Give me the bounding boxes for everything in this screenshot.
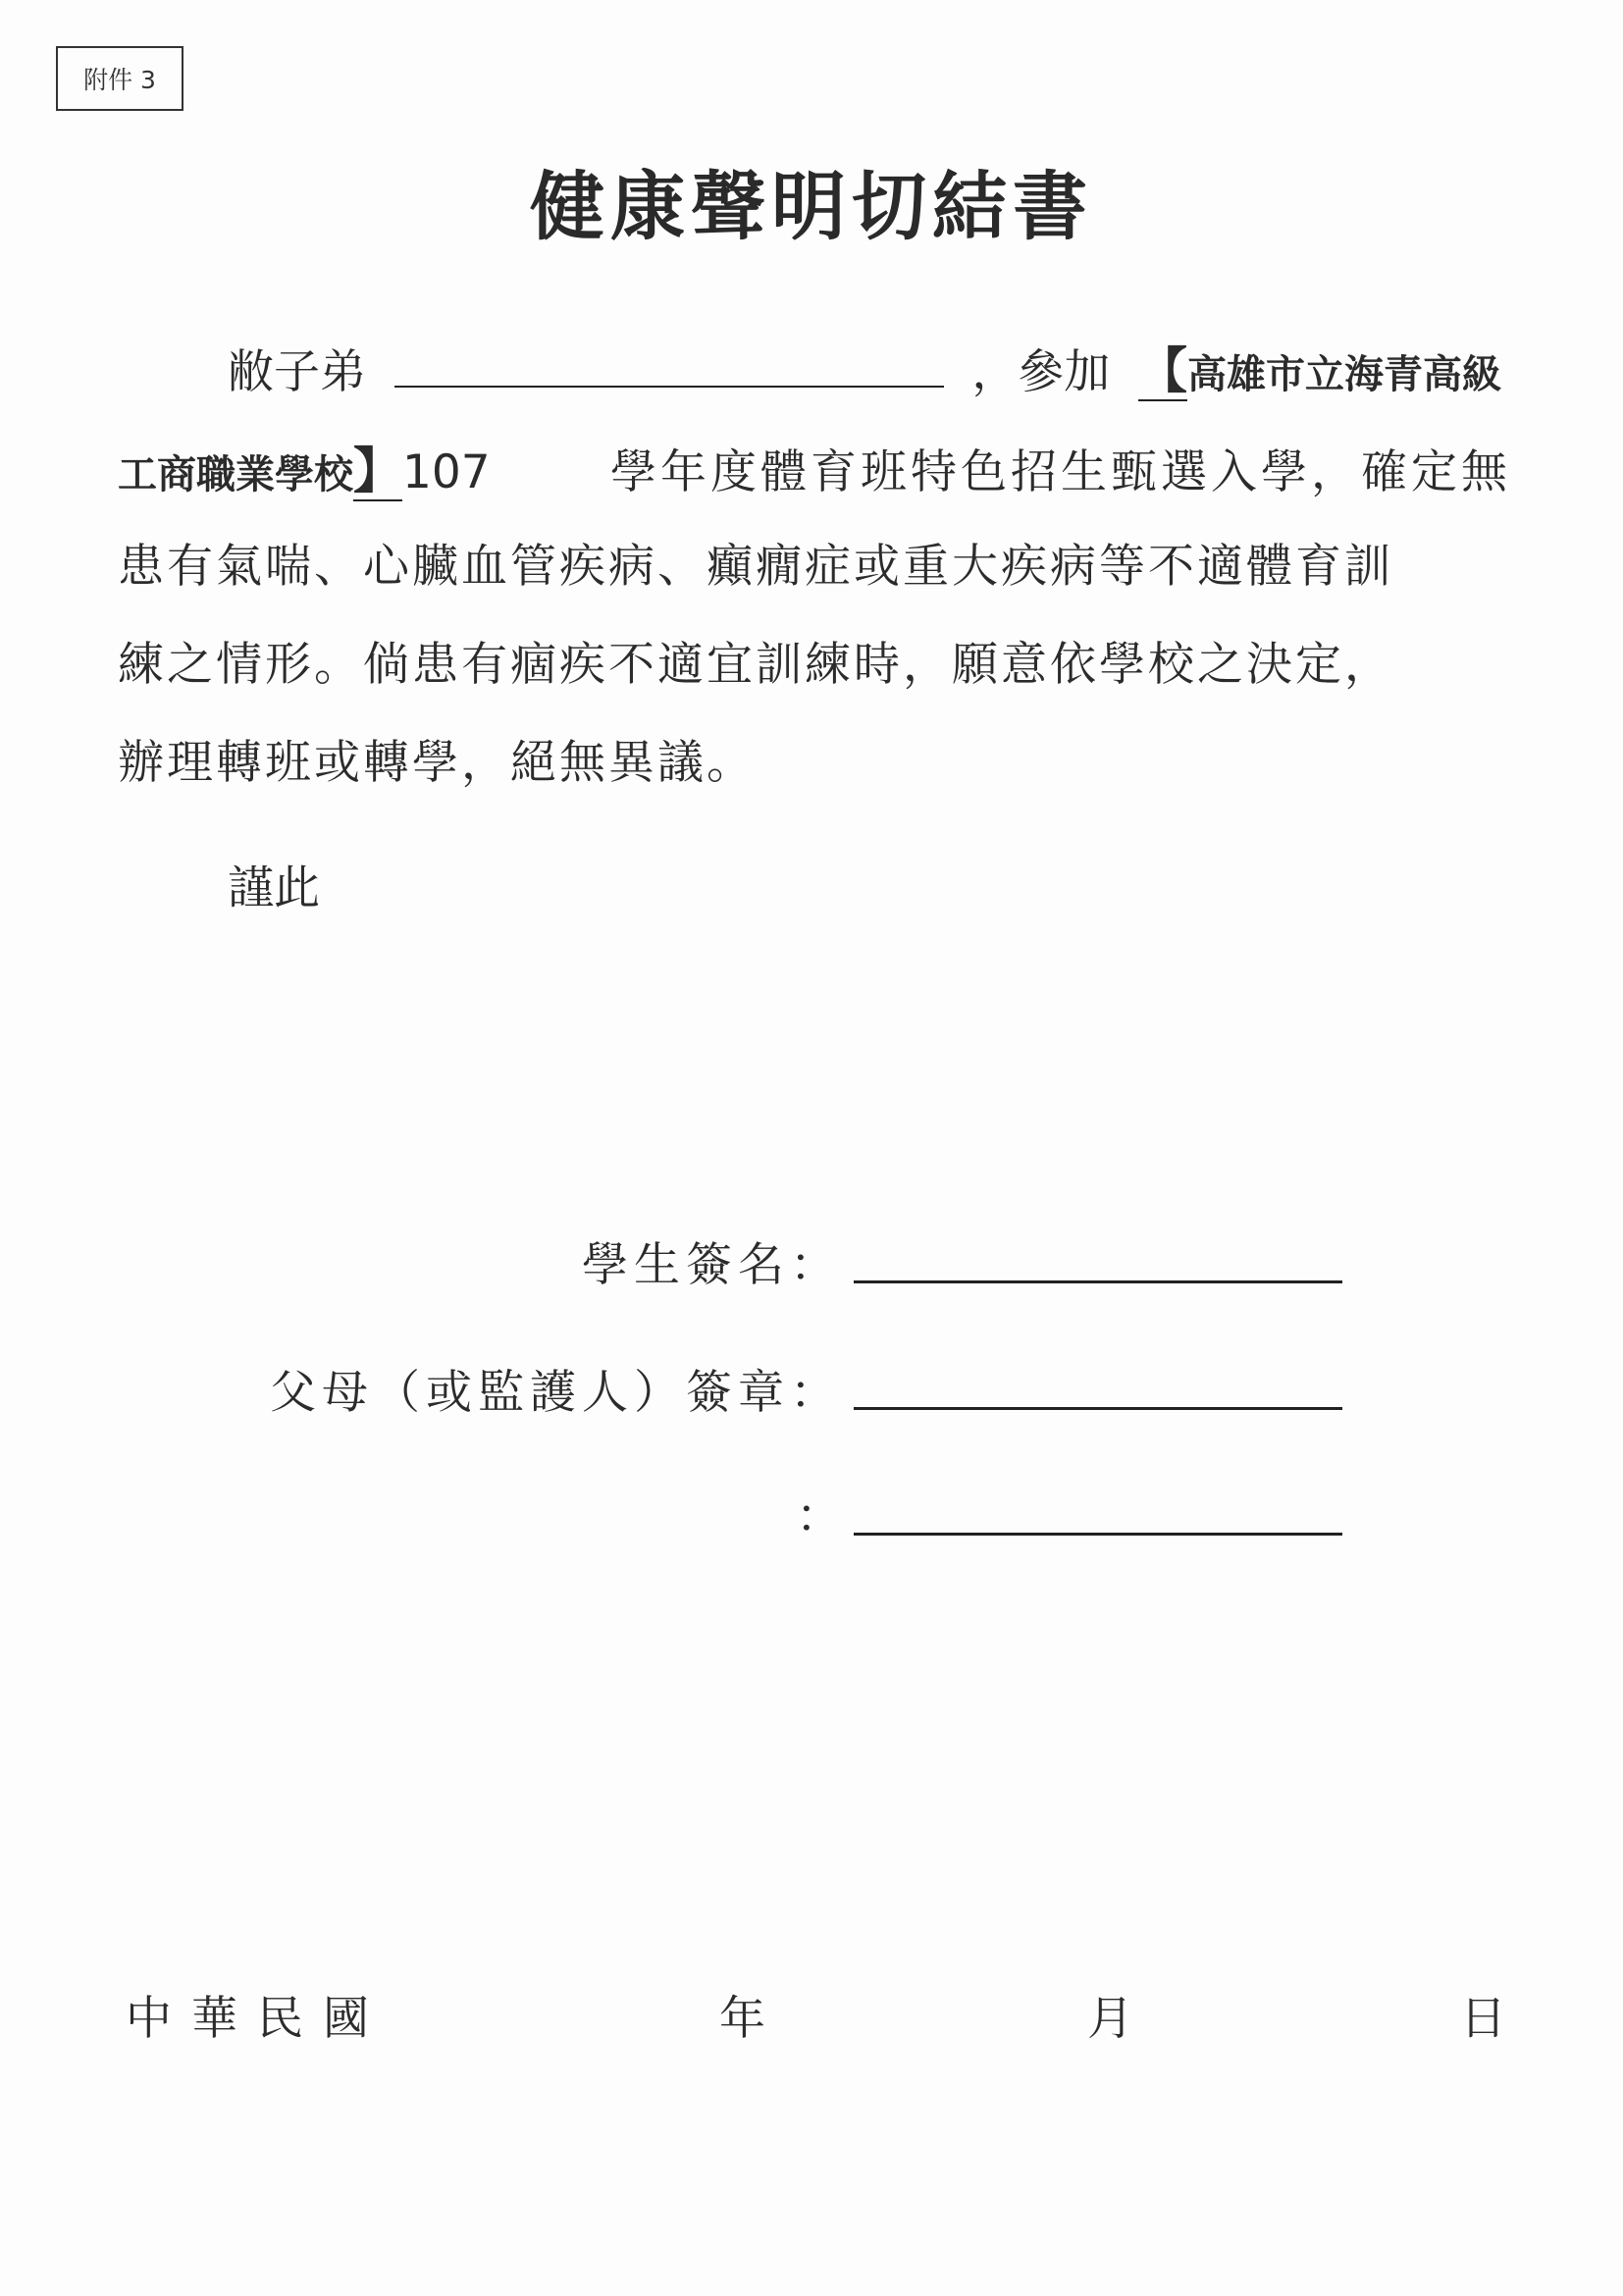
page-title: 健康聲明切結書 xyxy=(530,163,1093,250)
school-name-part1: 高雄市立海青高級 xyxy=(1186,352,1501,397)
student-signature-field[interactable] xyxy=(854,1280,1342,1283)
attachment-label: 附件 3 xyxy=(56,46,183,111)
body-line-3: 患有氣喘、心臟血管疾病、癲癇症或重大疾病等不適體育訓 xyxy=(118,540,1393,594)
body-line-1 xyxy=(228,332,1501,402)
date-month-label: 月 xyxy=(1087,1992,1153,2046)
bracket-open: 【 xyxy=(1137,341,1187,399)
student-signature-label: 學生簽名： xyxy=(582,1238,842,1292)
closing-text: 謹此 xyxy=(228,861,320,915)
body-line-2 xyxy=(118,432,1511,502)
body-line-5: 辦理轉班或轉學，絕無異議。 xyxy=(118,736,756,790)
line1-start: 敝子弟 xyxy=(228,345,366,399)
body-line-4: 練之情形。倘患有痼疾不適宜訓練時，願意依學校之決定， xyxy=(118,638,1393,692)
bracket-close: 】 xyxy=(353,442,402,499)
date-era: 中華民國 xyxy=(126,1992,389,2046)
parent-signature-field[interactable] xyxy=(854,1407,1342,1410)
date-year-label: 年 xyxy=(719,1992,785,2046)
date-day-label: 日 xyxy=(1460,1992,1526,2046)
school-name-part2: 工商職業學校 xyxy=(118,452,353,497)
child-name-field[interactable] xyxy=(394,340,944,388)
line2-rest: 學年度體育班特色招生甄選入學，確定無 xyxy=(610,445,1511,499)
extra-signature-label: ： xyxy=(796,1489,842,1543)
parent-signature-label: 父母（或監護人）簽章： xyxy=(270,1366,842,1420)
line1-join: ，參加 xyxy=(971,345,1111,399)
academic-year: 107 xyxy=(402,445,491,499)
extra-signature-field[interactable] xyxy=(854,1533,1342,1536)
